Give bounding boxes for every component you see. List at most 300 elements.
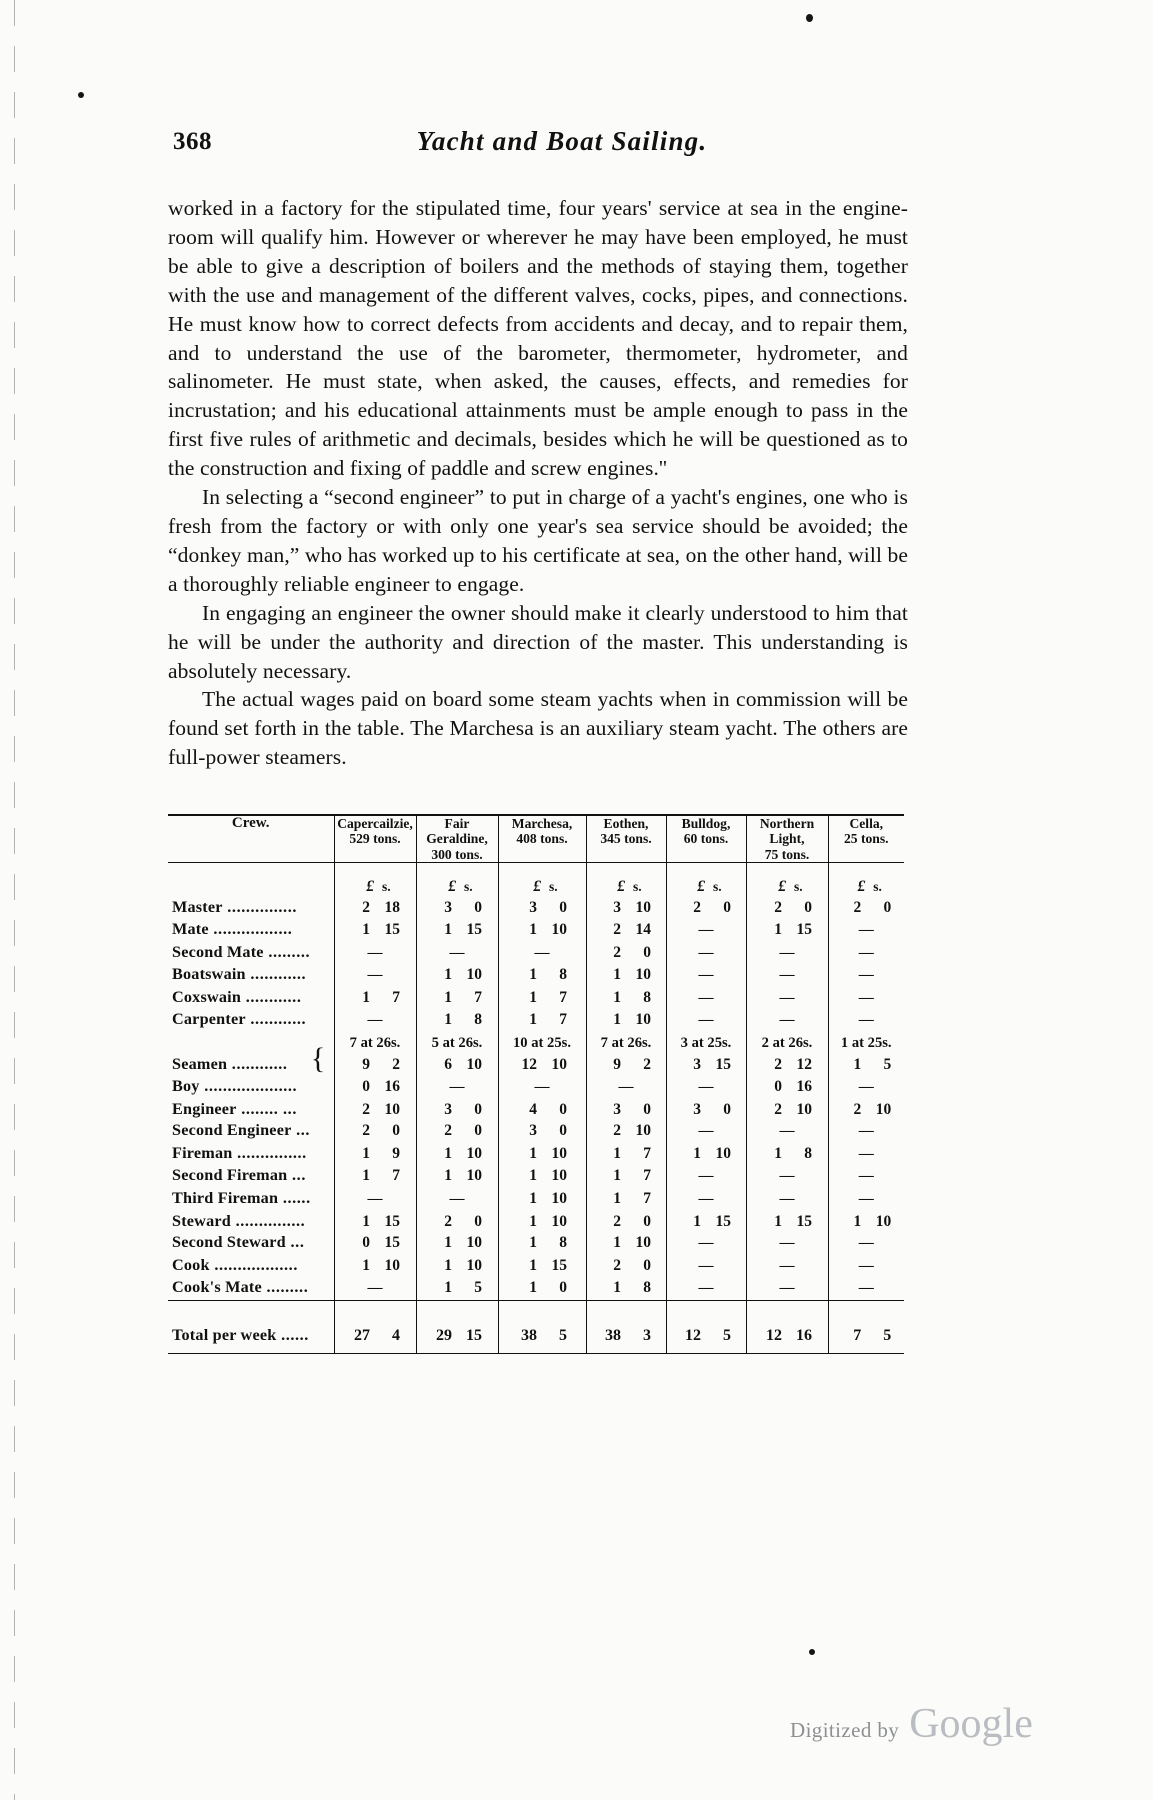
amount: [511, 1009, 573, 1031]
table-row: [168, 1211, 904, 1233]
amount-pounds: 3: [613, 1100, 621, 1118]
wage-cell: [828, 1277, 904, 1300]
wage-cell: [498, 987, 586, 1010]
amount-pounds: 1: [444, 1234, 452, 1252]
row-label: [168, 964, 334, 987]
column-header-marchesa: [498, 815, 586, 862]
amount-pounds: 2: [362, 899, 370, 917]
amount-shillings: 0: [559, 1122, 567, 1140]
row-label: [168, 919, 334, 942]
row-label: [168, 1301, 334, 1353]
wage-cell: [498, 919, 586, 942]
amount: [511, 964, 573, 986]
amount: [675, 1143, 737, 1165]
amount-shillings: 10: [551, 1167, 567, 1185]
amount-shillings: 10: [796, 1100, 812, 1118]
amount-pounds: 1: [613, 1190, 621, 1208]
amount-pounds: 1: [362, 1144, 370, 1162]
dash-placeholder: —: [698, 1280, 714, 1297]
pound-symbol: £: [533, 877, 541, 895]
amount: [426, 1143, 488, 1165]
amount: [756, 1099, 818, 1121]
page-content: [168, 0, 908, 1354]
amount: [426, 1120, 488, 1142]
amount-pounds: 12: [685, 1327, 701, 1345]
wage-cell: [666, 1143, 746, 1166]
seamen-rate-cell: [828, 1032, 904, 1055]
amount-shillings: 10: [384, 1256, 400, 1274]
wage-cell: [416, 1211, 498, 1233]
amount-pounds: 1: [362, 920, 370, 938]
amount-pounds: 1: [613, 966, 621, 984]
wage-cell: [586, 1232, 666, 1255]
wage-cell: [666, 1076, 746, 1099]
amount: [426, 1232, 488, 1254]
seamen-rate-cell: [334, 1032, 416, 1055]
wage-cell: [746, 897, 828, 919]
wage-cell: [666, 1301, 746, 1353]
row-label-text: Master: [172, 898, 223, 917]
curly-brace-glyph: {: [310, 1042, 326, 1076]
scan-speck: [78, 92, 84, 98]
table-row: [168, 1120, 904, 1143]
wage-cell: [586, 987, 666, 1010]
amount: [344, 1099, 406, 1121]
amount-shillings: 10: [875, 1212, 892, 1230]
amount-shillings: 7: [643, 1190, 651, 1208]
ship-tonnage: 408 tons.: [516, 831, 568, 847]
amount-pounds: 1: [444, 966, 452, 984]
amount: [426, 964, 488, 986]
wage-cell: [666, 1211, 746, 1233]
dash-placeholder: —: [858, 1079, 874, 1096]
amount-pounds: 1: [444, 1279, 452, 1297]
amount-pounds: 1: [444, 988, 452, 1006]
wage-cell: [666, 1255, 746, 1278]
row-label-text: Boatswain: [172, 965, 246, 984]
seamen-rate-cell: [416, 1032, 498, 1055]
wage-cell: [746, 942, 828, 965]
amount-shillings: 10: [466, 966, 482, 984]
amount: [511, 1277, 573, 1299]
wage-cell: [746, 1143, 828, 1166]
amount: [511, 1255, 573, 1277]
amount: [756, 919, 818, 941]
shilling-symbol: s.: [464, 878, 473, 894]
amount-shillings: 10: [635, 899, 651, 917]
watermark-google-text: Google: [909, 1701, 1033, 1747]
seamen-rate-cell: [746, 1032, 828, 1055]
amount-shillings: 0: [559, 899, 567, 917]
dash-placeholder: —: [779, 944, 795, 961]
amount-pounds: 3: [693, 1056, 701, 1074]
amount: [595, 1211, 657, 1233]
amount: [595, 1054, 657, 1076]
amount-shillings: 0: [643, 1212, 651, 1230]
row-label-text: Second Fireman: [172, 1166, 288, 1185]
amount-pounds: 1: [613, 1167, 621, 1185]
table-row: [168, 987, 904, 1010]
amount-pounds: 2: [613, 1212, 621, 1230]
amount-pounds: 2: [853, 1100, 862, 1118]
amount: [426, 1099, 488, 1121]
amount-pounds: 1: [444, 1144, 452, 1162]
table-row: [168, 897, 904, 919]
amount-shillings: 0: [559, 1279, 567, 1297]
amount-pounds: 1: [529, 1167, 537, 1185]
leader-dots: ...............: [232, 1143, 307, 1162]
dash-placeholder: —: [858, 1012, 874, 1029]
amount-pounds: 38: [605, 1327, 621, 1345]
amount: [511, 919, 573, 941]
table-row: [168, 919, 904, 942]
row-label: [168, 1099, 334, 1121]
amount: [595, 1255, 657, 1277]
amount-pounds: 1: [613, 1279, 621, 1297]
dash-placeholder: —: [449, 1191, 465, 1208]
wage-cell: [334, 964, 416, 987]
wage-cell: [334, 1099, 416, 1121]
amount: [675, 1211, 737, 1233]
wage-cell: [416, 964, 498, 987]
amount-shillings: 10: [384, 1100, 400, 1118]
amount-pounds: 2: [774, 1056, 782, 1074]
row-label-text: Third Fireman: [172, 1189, 279, 1208]
amount-shillings: 2: [643, 1056, 651, 1074]
row-label: [168, 987, 334, 1010]
dash-placeholder: —: [698, 1123, 714, 1140]
wage-cell: [666, 1277, 746, 1300]
amount: [756, 1325, 818, 1347]
row-label: [168, 1255, 334, 1278]
wage-cell: [498, 964, 586, 987]
amount-pounds: 1: [362, 1167, 370, 1185]
wage-cell: [334, 919, 416, 942]
wage-cell: [746, 1301, 828, 1353]
amount-pounds: 3: [693, 1100, 701, 1118]
dash-placeholder: —: [449, 1079, 465, 1096]
wage-cell: [586, 1099, 666, 1121]
wage-cell: [334, 1277, 416, 1300]
column-header-eothen: [586, 815, 666, 862]
amount: [675, 1325, 737, 1347]
wages-table-container: [168, 814, 908, 1353]
wage-cell: [334, 942, 416, 965]
dash-placeholder: —: [858, 967, 874, 984]
wage-cell: [828, 1076, 904, 1099]
row-label-text: Engineer: [172, 1099, 237, 1118]
amount-shillings: 0: [392, 1122, 400, 1140]
amount-pounds: 1: [529, 920, 537, 938]
amount-shillings: 7: [643, 1167, 651, 1185]
amount-shillings: 16: [384, 1078, 400, 1096]
amount-shillings: 0: [883, 899, 892, 917]
seamen-rate: 1 at 25s.: [840, 1034, 892, 1051]
wage-cell: [416, 1143, 498, 1166]
dash-placeholder: —: [858, 989, 874, 1006]
row-label-text: Second Mate: [172, 942, 264, 961]
amount-shillings: 7: [559, 988, 567, 1006]
amount-shillings: 10: [466, 1167, 482, 1185]
amount-shillings: 15: [384, 1212, 400, 1230]
amount-shillings: 5: [883, 1327, 892, 1345]
amount-shillings: 10: [635, 1234, 651, 1252]
seamen-rate: 2 at 26s.: [761, 1034, 813, 1051]
amount: [344, 1255, 406, 1277]
wage-cell: [746, 1165, 828, 1188]
row-label: [168, 1277, 334, 1300]
amount: [511, 1211, 573, 1233]
wage-cell: [828, 1232, 904, 1255]
wage-cell: [586, 1211, 666, 1233]
pound-symbol: £: [857, 877, 866, 895]
wage-cell: [828, 1211, 904, 1233]
wage-cell: [746, 1277, 828, 1300]
dash-placeholder: —: [858, 1280, 874, 1297]
dash-placeholder: —: [698, 989, 714, 1006]
wage-cell: [828, 1188, 904, 1211]
ship-tonnage: 60 tons.: [683, 831, 729, 847]
wage-cell: [586, 964, 666, 987]
amount-pounds: 2: [774, 1100, 782, 1118]
amount: [426, 987, 488, 1009]
dash-placeholder: —: [779, 1168, 795, 1185]
amount: [835, 1211, 897, 1233]
dash-placeholder: —: [779, 1012, 795, 1029]
amount: [426, 897, 488, 919]
amount: [344, 1143, 406, 1165]
amount: [675, 1099, 737, 1121]
amount-pounds: 7: [853, 1327, 862, 1345]
amount-shillings: 0: [474, 1100, 482, 1118]
wage-cell: [416, 1099, 498, 1121]
seamen-rate: 7 at 26s.: [600, 1034, 652, 1051]
amount-pounds: 1: [529, 1011, 537, 1029]
wage-cell: [586, 1301, 666, 1353]
amount: [344, 1232, 406, 1254]
amount: [675, 897, 737, 919]
amount-shillings: 8: [474, 1011, 482, 1029]
column-header-bulldog: [666, 815, 746, 862]
wage-cell: [586, 942, 666, 965]
amount-shillings: 0: [474, 1212, 482, 1230]
dash-placeholder: —: [858, 1168, 874, 1185]
wage-cell: [498, 1301, 586, 1353]
wage-cell: [586, 897, 666, 919]
row-label: [168, 1143, 334, 1166]
wage-cell: [746, 987, 828, 1010]
amount-shillings: 8: [559, 1234, 567, 1252]
amount: [426, 1211, 488, 1233]
amount-shillings: 4: [392, 1327, 400, 1345]
amount-pounds: 0: [774, 1078, 782, 1096]
amount: [511, 1188, 573, 1210]
wage-cell: [746, 1211, 828, 1233]
amount: [595, 1009, 657, 1031]
leader-dots: ..................: [209, 1255, 298, 1274]
amount: [426, 1165, 488, 1187]
amount-pounds: 9: [362, 1056, 370, 1074]
amount-shillings: 10: [551, 1212, 567, 1230]
amount-pounds: 2: [613, 1256, 621, 1274]
amount: [595, 964, 657, 986]
amount-shillings: 15: [796, 920, 812, 938]
amount-shillings: 2: [392, 1056, 400, 1074]
google-watermark: [790, 1700, 1033, 1748]
wage-cell: [334, 1054, 416, 1076]
wage-cell: [498, 1099, 586, 1121]
wage-cell: [416, 1301, 498, 1353]
wage-cell: [334, 1120, 416, 1143]
amount: [595, 987, 657, 1009]
amount-shillings: 15: [715, 1056, 731, 1074]
row-label: [168, 1211, 334, 1233]
amount-pounds: 1: [613, 1011, 621, 1029]
table-bottom-rule: [168, 1353, 904, 1354]
dash-placeholder: —: [698, 921, 714, 938]
paragraph: In engaging an engineer the owner should make it clearly understood to him that he will be under the authority and direction of the master. This understanding is absolutely necessary.: [168, 600, 908, 683]
wage-cell: [498, 1120, 586, 1143]
table-row-seamen-rates: [168, 1032, 904, 1055]
wage-cell: [746, 919, 828, 942]
wage-cell: [334, 1165, 416, 1188]
table-row: [168, 1188, 904, 1211]
amount-pounds: 2: [693, 899, 701, 917]
running-head: [168, 128, 908, 168]
pound-symbol: £: [448, 877, 456, 895]
amount-shillings: 10: [466, 1144, 482, 1162]
pound-symbol: £: [617, 877, 625, 895]
row-label: [168, 1188, 334, 1211]
seamen-rate-cell: [586, 1032, 666, 1055]
pound-symbol: £: [697, 877, 705, 895]
dash-placeholder: —: [779, 989, 795, 1006]
wage-cell: [746, 1120, 828, 1143]
amount-shillings: 10: [551, 1144, 567, 1162]
wage-cell: [334, 1188, 416, 1211]
amount-pounds: 2: [444, 1122, 452, 1140]
ship-name: Capercailzie,: [337, 816, 413, 832]
wage-cell: [586, 1188, 666, 1211]
dash-placeholder: —: [534, 944, 550, 961]
amount-pounds: 1: [774, 920, 782, 938]
amount-pounds: 1: [853, 1212, 862, 1230]
amount-pounds: 2: [613, 920, 621, 938]
wage-cell: [746, 1232, 828, 1255]
amount-shillings: 15: [466, 920, 482, 938]
paragraph: worked in a factory for the stipulated time, four years' service at sea in the engine-room will qualify him. However or wherever he may have been employed, he must be able to give a description of boilers and the methods of staying them, together with the use and management of the different valves, cocks, pipes, and connections. He must know how to correct defects from accidents and decay, and to repair them, and to understand the use of the barometer, thermometer, hydrometer, and salinometer. He must state, when asked, the causes, effects, and remedies for incrustation; and his educational attainments must be ample enough to pass in the first five rules of arithmetic and decimals, besides which he will be questioned as to the construction and fixing of paddle and screw engines.'': [168, 196, 908, 481]
amount: [595, 1099, 657, 1121]
amount-shillings: 10: [466, 1056, 482, 1074]
paragraph: In selecting a “second engineer” to put in charge of a yacht's engines, one who is fresh from the factory or with only one year's sea service should be avoided; the “donkey man,” who has worked up to his certificate at sea, on the other hand, will be a thoroughly reliable engineer to engage.: [168, 485, 908, 596]
column-header-fair-geraldine: [416, 815, 498, 862]
amount: [426, 1255, 488, 1277]
wage-cell: [746, 1255, 828, 1278]
wage-cell: [666, 1188, 746, 1211]
leader-dots: .........: [263, 942, 311, 961]
table-row: [168, 1143, 904, 1166]
dash-placeholder: —: [367, 967, 383, 984]
amount-shillings: 15: [466, 1327, 482, 1345]
amount-shillings: 0: [474, 899, 482, 917]
ship-name: Northern Light,: [759, 816, 815, 847]
amount-shillings: 10: [551, 1190, 567, 1208]
wages-table: [168, 814, 904, 1352]
wage-cell: [666, 964, 746, 987]
leader-dots: ...: [291, 1121, 311, 1140]
amount-pounds: 0: [362, 1234, 370, 1252]
amount: [511, 1120, 573, 1142]
row-label-text: Carpenter: [172, 1010, 246, 1029]
wage-cell: [416, 1232, 498, 1255]
wage-cell: [828, 987, 904, 1010]
wage-cell: [828, 1143, 904, 1166]
shilling-symbol: s.: [633, 878, 642, 894]
amount: [344, 919, 406, 941]
amount: [511, 1054, 573, 1076]
amount-pounds: 1: [362, 1212, 370, 1230]
wage-cell: [828, 1009, 904, 1032]
table-row-seamen-total: [168, 1054, 904, 1076]
amount: [426, 919, 488, 941]
wage-cell: [416, 1054, 498, 1076]
wage-cell: [416, 897, 498, 919]
amount: [835, 1054, 897, 1076]
amount-shillings: 10: [635, 966, 651, 984]
wage-cell: [666, 1165, 746, 1188]
amount: [756, 1211, 818, 1233]
wage-cell: [334, 987, 416, 1010]
amount-pounds: 1: [444, 1167, 452, 1185]
dash-placeholder: —: [367, 944, 383, 961]
currency-symbol-cell: [498, 862, 586, 897]
dash-placeholder: —: [779, 1191, 795, 1208]
table-row: [168, 1277, 904, 1300]
watermark-digitized-text: Digitized by: [790, 1718, 900, 1742]
row-label: [168, 1120, 334, 1143]
amount: [675, 1054, 737, 1076]
dash-placeholder: —: [858, 1235, 874, 1252]
wage-cell: [828, 1301, 904, 1353]
currency-symbol-cell: [666, 862, 746, 897]
wage-cell: [416, 1120, 498, 1143]
wage-cell: [334, 897, 416, 919]
amount-shillings: 3: [643, 1327, 651, 1345]
currency-symbol-cell: [828, 862, 904, 897]
amount: [595, 1277, 657, 1299]
wage-cell: [828, 1099, 904, 1121]
amount-pounds: 12: [766, 1327, 782, 1345]
table-row: [168, 1009, 904, 1032]
table-header-row: [168, 815, 904, 862]
amount-pounds: 12: [521, 1056, 537, 1074]
row-label-text: Second Steward: [172, 1233, 286, 1252]
leader-dots: .................: [208, 919, 293, 938]
currency-header-row: [168, 862, 904, 897]
row-label: [168, 942, 334, 965]
ship-tonnage: 25 tons.: [843, 831, 889, 847]
currency-symbol-cell: [416, 862, 498, 897]
table-row: [168, 964, 904, 987]
table-row: [168, 1076, 904, 1099]
amount-pounds: 2: [362, 1100, 370, 1118]
amount-pounds: 1: [613, 1234, 621, 1252]
leader-dots: ...: [287, 1166, 306, 1185]
wage-cell: [746, 964, 828, 987]
ship-name: Cella,: [849, 816, 884, 832]
dash-placeholder: —: [534, 1079, 550, 1096]
amount-shillings: 10: [551, 1056, 567, 1074]
